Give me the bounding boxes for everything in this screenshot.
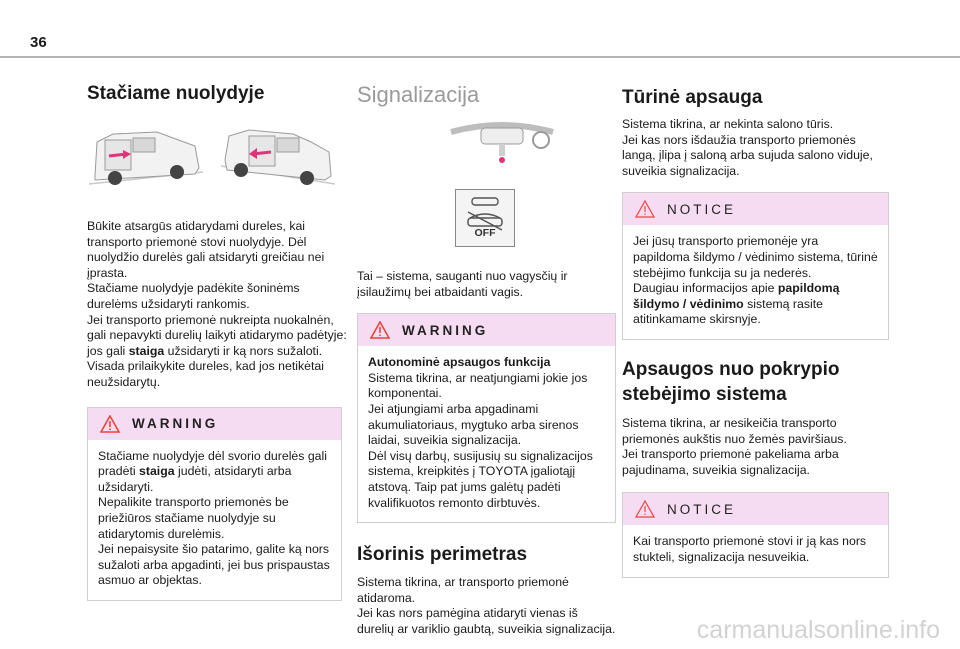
column-alarm — [357, 80, 617, 638]
slope-intro-text: Būkite atsargūs atidarydami dureles, kai transporto priemonė stovi nuolydyje. Dėl nuolydžio durelės gali atsidaryti greičiau nei įprasta. Stačiame nuolydyje padėkite šoninėms durelėms užsidaryti rankomis. Jei transporto priemonė nukreipta nuokalnėn, gali nepavykti durelių laikyti atidarymo padėtyje: jos gali staiga užsidaryti ir ką nors sužaloti. Visada prilaikykite dureles, kad jos netikėtai neužsidarytų. — [87, 219, 347, 389]
warning-box-slope — [87, 407, 342, 601]
warning-triangle-icon — [100, 415, 120, 433]
page-number: 36 — [30, 34, 47, 51]
warning-subtitle: Autonominė apsaugos funkcija — [368, 355, 551, 370]
warning-header — [358, 314, 615, 346]
warning-body: Stačiame nuolydyje dėl svorio durelės gali pradėti staiga judėti, atsidaryti arba užsidaryti. Nepalikite transporto priemonės be priežiūros stačiame nuolydyje su atidarytomis durelėmis. Jei nepaisysite šio patarimo, galite ką nors sužaloti arba apgadinti, jei bus prispaustas asmuo ar objektas. — [98, 448, 330, 588]
alarm-intro-text: Tai – sistema, sauganti nuo vagysčių ir įsilaužimų bei atbaidanti vagis. — [357, 269, 568, 299]
column-sloping-road — [87, 80, 347, 601]
section-title-tilt: Apsaugos nuo pokrypio stebėjimo sistema — [622, 358, 840, 405]
volumetric-text: Sistema tikrina, ar nekinta salono tūris. Jei kas nors išdaužia transporto priemonės langą, įlipa į saloną arba sujuda salono viduje, suveikia signalizacija. — [622, 117, 873, 178]
alarm-illustrations — [357, 114, 617, 244]
section-title-volumetric: Tūrinė apsauga — [622, 87, 763, 108]
off-label: OFF — [474, 227, 496, 239]
warning-label: WARNING — [132, 416, 219, 432]
tilt-text: Sistema tikrina, ar nesikeičia transporto priemonės aukštis nuo žemės paviršiaus. Jei transporto priemonė pakeliama arba pajudinama, suveikia signalizacija. — [622, 415, 847, 477]
notice-box-volumetric — [622, 192, 889, 340]
notice-triangle-icon — [635, 200, 655, 218]
notice-header — [623, 493, 888, 525]
warning-body: Autonominė apsaugos funkcija Sistema tikrina, ar neatjungiami jokie jos komponentai. Jei atjungiami arba apgadinami akumuliatoriaus, mygtuko arba sirenos laidai, suveikia signalizacija. Dėl visų darbų, susijusių su signalizacijos sistema, kreipkitės į TOYOTA įgaliotąjį atstovą. Taip pat jums galėtų padėti kvalifikuotos remonto dirbtuvės. — [368, 355, 593, 510]
watermark-text: carmanualsonline.info — [696, 616, 940, 644]
warning-box-alarm — [357, 313, 616, 523]
notice-triangle-icon — [635, 500, 655, 518]
notice-label: NOTICE — [667, 501, 737, 517]
notice-box-tilt — [622, 492, 889, 577]
section-title-perimeter: Išorinis perimetras — [357, 544, 528, 566]
notice-label: NOTICE — [667, 201, 737, 217]
slope-illustrations — [87, 126, 347, 188]
alarm-off-button — [455, 189, 515, 247]
warning-label: WARNING — [402, 322, 489, 338]
warning-header — [88, 408, 341, 440]
section-title-slope: Stačiame nuolydyje — [87, 83, 265, 104]
warning-triangle-icon — [370, 321, 390, 339]
section-title-alarm: Signalizacija — [357, 82, 480, 107]
notice-body: Kai transporto priemonė stovi ir ją kas nors stukteli, signalizacija nesuveikia. — [633, 534, 867, 564]
notice-header — [623, 193, 888, 225]
van-door-uphill-illustration — [87, 128, 205, 188]
interior-mirror-sensor-illustration — [447, 114, 557, 164]
top-divider — [0, 56, 960, 58]
column-volumetric — [622, 80, 882, 578]
van-door-downhill-illustration — [219, 126, 337, 188]
perimeter-text: Sistema tikrina, ar transporto priemonė atidaroma. Jei kas nors pamėgina atidaryti vienas iš durelių ar variklio gaubtą, suveikia signalizacija. — [357, 575, 616, 636]
notice-body: Jei jūsų transporto priemonėje yra papildoma šildymo / vėdinimo sistema, tūrinė stebėjimo funkcija su ja nederės. Daugiau informacijos apie papildomą šildymo / vėdinimo sistemą rasite atitinkamame skirsnyje. — [633, 234, 878, 327]
